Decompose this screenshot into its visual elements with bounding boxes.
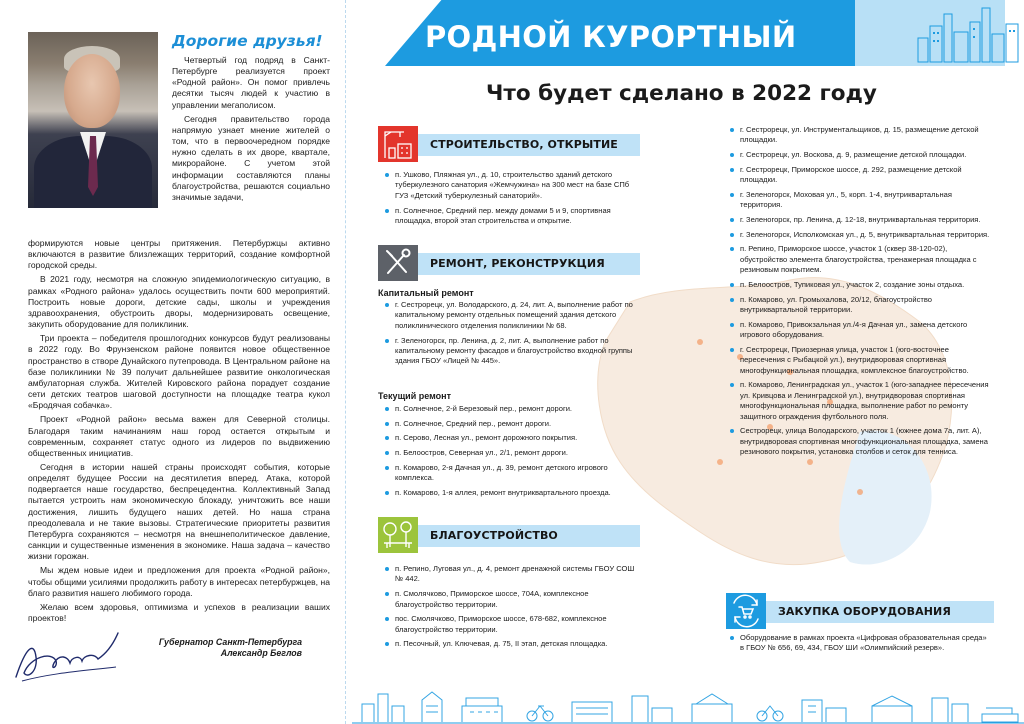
list-item: п. Комарово, Ленинградская ул., участок 1 (юго-западнее пересечения ул. Кривцова и Ленинградской ул.), внутридворовая спортивная многофункциональная площадка, выполнение работ по ремонту защитного ограждения футбольного поля. — [730, 380, 992, 422]
list-item: г. Зеленогорск, пр. Ленина, д. 2, лит. А, выполнение работ по капитальному ремонту фасадов и благоустройство входной группы здания ГБОУ «Лицей № 445». — [385, 336, 640, 367]
improvement-list — [385, 564, 640, 654]
list-item: г. Сестрорецк, Приозерная улица, участок 1 (юго-восточнее пересечения с Рыбацкой ул.), внутридворовая спортивная многофункциональная площадка, комплексное благоустройство. — [730, 345, 992, 376]
section-improvement-header — [378, 517, 640, 553]
list-item: п. Комарово, 1-я аллея, ремонт внутриквартального проезда. — [385, 488, 640, 498]
capital-repair-list — [385, 300, 640, 371]
city-skyline-icon — [916, 4, 1020, 64]
page-subtitle: Что будет сделано в 2022 году — [486, 81, 877, 106]
city-skyline-icon — [352, 676, 1024, 724]
list-item: г. Сестрорецк, ул. Воскова, д. 9, размещение детской площадки. — [730, 150, 992, 160]
list-item: п. Репино, Луговая ул., д. 4, ремонт дренажной системы ГБОУ СОШ № 442. — [385, 564, 640, 585]
list-item: г. Сестрорецк, Приморское шоссе, д. 292, размещение детской площадки. — [730, 165, 992, 186]
section-procurement-title: ЗАКУПКА ОБОРУДОВАНИЯ — [778, 605, 951, 618]
list-item: п. Смолячково, Приморское шоссе, 704А, комплексное благоустройство территории. — [385, 589, 640, 610]
letter-paragraph: Четвертый год подряд в Санкт-Петербурге реализуется проект «Родной район». Он помог привлечь десятки тысяч людей к участию в управлении мегаполисом. — [172, 55, 330, 110]
governor-letter — [28, 28, 330, 718]
list-item: п. Комарово, Привокзальная ул./4-я Дачная ул., замена детского игрового оборудования. — [730, 320, 992, 341]
section-repair-title: РЕМОНТ, РЕКОНСТРУКЦИЯ — [430, 257, 605, 270]
list-item: п. Солнечное, Средний пер., ремонт дороги. — [385, 419, 640, 429]
current-repair-list — [385, 404, 640, 503]
letter-paragraph: В 2021 году, несмотря на сложную эпидемиологическую ситуацию, в рамках «Родного района» удалось осуществить почти 600 мероприятий. Построить новые дороги, детские сады, школы и учреждения здравоохранения, обустроить дворы, модернизировать освещение, закупить оборудование для поликлиник. — [28, 274, 330, 330]
letter-paragraph: Мы ждем новые идеи и предложения для проекта «Родной район», чтобы общими усилиями продолжить работу в интересах петербуржцев, на благо развития нашего любимого города. — [28, 565, 330, 598]
letter-body — [28, 238, 330, 627]
section-construction-title: СТРОИТЕЛЬСТВО, ОТКРЫТИЕ — [430, 138, 618, 151]
current-repair-subheading: Текущий ремонт — [378, 391, 451, 401]
section-procurement-header — [726, 593, 994, 629]
capital-repair-subheading: Капитальный ремонт — [378, 288, 474, 298]
list-item: пос. Смолячково, Приморское шоссе, 678-682, комплексное благоустройство территории. — [385, 614, 640, 635]
list-item: п. Белоостров, Тупиковая ул., участок 2, создание зоны отдыха. — [730, 280, 992, 290]
list-item: г. Зеленогорск, Исполкомская ул., д. 5, внутриквартальная территория. — [730, 230, 992, 240]
list-item: г. Сестрорецк, ул. Володарского, д. 24, лит. А, выполнение работ по капитальному ремонту отдельных помещений здания детского поликлинического отделения поликлиники № 68. — [385, 300, 640, 331]
signature-caption — [150, 637, 302, 659]
district-title: РОДНОЙ КУРОРТНЫЙ — [425, 20, 797, 54]
signature-name: Александр Беглов — [220, 648, 302, 658]
construction-list — [385, 170, 640, 231]
signature-title: Губернатор Санкт-Петербурга — [158, 637, 302, 647]
letter-paragraph: Сегодня правительство города напрямую узнает мнение жителей о том, что в первоочередном порядке нужно сделать в их дворе, квартале, микрорайоне. С учетом этой информации составляются планы благоустройства, решаются социально значимые задачи, — [172, 113, 330, 202]
list-item: п. Комарово, 2-я Дачная ул., д. 39, ремонт детского игрового комплекса. — [385, 463, 640, 484]
letter-paragraph: Три проекта – победителя прошлогодних конкурсов будут реализованы в 2022 году. Во Фрунзенском районе появится новое общественное пространство в створе Дунайского путепровода. В Центральном районе на базе поликлиники № 39 получит дальнейшее развитие онкологическая амбулаторная служба. Жителей Кировского района порадует создание сети детских театров шаговой доступности на площадке театра кукол «Бродячая собачка». — [28, 333, 330, 411]
list-item: г. Зеленогорск, пр. Ленина, д. 12-18, внутриквартальная территория. — [730, 215, 992, 225]
cart-refresh-icon — [726, 593, 766, 629]
list-item: п. Песочный, ул. Ключевая, д. 75, II этап, детская площадка. — [385, 639, 640, 649]
column-divider — [345, 0, 346, 724]
list-item: п. Солнечное, Средний пер. между домами 5 и 9, спортивная площадка, второй этап строительства и открытие. — [385, 206, 640, 227]
section-repair-header — [378, 245, 640, 281]
governor-portrait — [28, 32, 158, 208]
procurement-list — [730, 633, 992, 654]
tools-icon — [378, 245, 418, 281]
list-item: г. Зеленогорск, Моховая ул., 5, корп. 1-4, внутриквартальная территория. — [730, 190, 992, 211]
list-item: п. Солнечное, 2-й Березовый пер., ремонт дороги. — [385, 404, 640, 414]
list-item: Сестрорецк, улица Володарского, участок 1 (южнее дома 7а, лит. А), внутридворовая спортивная многофункциональная площадка, замена резинового покрытия, установка столбов и сеток для тенниса. — [730, 426, 992, 457]
letter-intro — [172, 55, 330, 206]
section-construction-header — [378, 126, 640, 162]
letter-paragraph: Желаю всем здоровья, оптимизма и успехов в реализации ваших проектов! — [28, 601, 330, 623]
letter-paragraph: Сегодня в истории нашей страны происходят события, которые определят будущее России на десятилетия вперед. Атака, которой подвергается наше государство, беспрецедентна. Коллективный Запад пытается устроить нам экономическую блокаду, уничтожить все наши достижения, лишить будущего наших детей. Но наша страна преодолевала и не такие вызовы. Стратегические приоритеты развития Петербурга сохраняются – несмотря на внешнеполитическое давление, санкции и существенные изменения в экономике. Наша задача – качество жизни горожан. — [28, 461, 330, 562]
crane-building-icon — [378, 126, 418, 162]
section-improvement-title: БЛАГОУСТРОЙСТВО — [430, 529, 558, 542]
letter-greeting: Дорогие друзья! — [172, 32, 323, 50]
signature-icon — [12, 627, 122, 689]
list-item: п. Комарово, ул. Громыхалова, 20/12, благоустройство внутриквартальной территории. — [730, 295, 992, 316]
list-item: Оборудование в рамках проекта «Цифровая образовательная среда» в ГБОУ № 656, 69, 434, ГБОУ ШИ «Олимпийский резерв». — [730, 633, 992, 654]
letter-paragraph: Проект «Родной район» весьма важен для Северной столицы. Благодаря таким начинаниям наш город остается открытым и современным, сохраняет статус одного из лидеров по выдвижению общественных инициатив. — [28, 414, 330, 458]
list-item: г. Сестрорецк, ул. Инструментальщиков, д. 15, размещение детской площадки. — [730, 125, 992, 146]
letter-paragraph: формируются новые центры притяжения. Петербуржцы активно включаются в развитие близлежащих территорий, создание комфортной городской среды. — [28, 238, 330, 271]
list-item: п. Ушково, Пляжная ул., д. 10, строительство зданий детского туберкулезного санатория «Жемчужина» на 300 мест на базе СПб ГУЗ «Детский туберкулезный санаторий». — [385, 170, 640, 201]
list-item: п. Серово, Лесная ул., ремонт дорожного покрытия. — [385, 433, 640, 443]
park-bench-icon — [378, 517, 418, 553]
list-item: п. Репино, Приморское шоссе, участок 1 (сквер 38-120-02), обустройство элемента благоустройства, тренажерная площадка с резиновым покрытием. — [730, 244, 992, 275]
list-item: п. Белоостров, Северная ул., 2/1, ремонт дороги. — [385, 448, 640, 458]
improvement-list-continued — [730, 125, 992, 462]
